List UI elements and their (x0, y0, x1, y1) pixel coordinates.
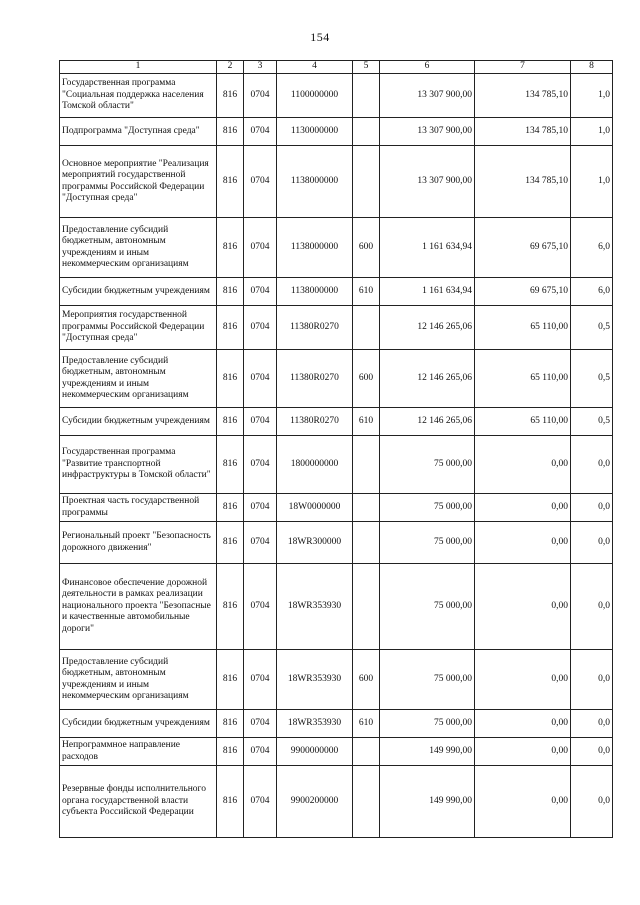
admin-code-cell: 816 (217, 522, 244, 564)
row-name-cell: Непрограммное направление расходов (60, 738, 217, 766)
page-number: 154 (310, 30, 330, 44)
actual-amount-cell: 0,00 (475, 710, 571, 738)
table-row (60, 74, 613, 118)
section-code-cell: 0704 (244, 278, 277, 306)
table-row (60, 710, 613, 738)
admin-code-cell: 816 (217, 350, 244, 408)
expense-type-cell (353, 766, 380, 838)
column-header: 6 (380, 61, 475, 74)
expense-type-cell: 610 (353, 408, 380, 436)
plan-amount-cell: 1 161 634,94 (380, 278, 475, 306)
row-name-cell: Мероприятия государственной программы Российской Федерации "Доступная среда" (60, 306, 217, 350)
table-row (60, 408, 613, 436)
column-header: 2 (217, 61, 244, 74)
row-name-cell: Государственная программа "Развитие транспортной инфраструктуры в Томской области" (60, 436, 217, 494)
section-code-cell: 0704 (244, 710, 277, 738)
actual-amount-cell: 65 110,00 (475, 306, 571, 350)
row-name-cell: Субсидии бюджетным учреждениям (60, 278, 217, 306)
plan-amount-cell: 12 146 265,06 (380, 306, 475, 350)
table-row (60, 564, 613, 650)
plan-amount-cell: 1 161 634,94 (380, 218, 475, 278)
target-article-cell: 1138000000 (277, 146, 353, 218)
expense-type-cell: 600 (353, 350, 380, 408)
section-code-cell: 0704 (244, 74, 277, 118)
target-article-cell: 1800000000 (277, 436, 353, 494)
section-code-cell: 0704 (244, 650, 277, 710)
target-article-cell: 18WR353930 (277, 650, 353, 710)
section-code-cell: 0704 (244, 146, 277, 218)
row-name-cell: Предоставление субсидий бюджетным, автономным учреждениям и иным некоммерческим организациям (60, 218, 217, 278)
admin-code-cell: 816 (217, 710, 244, 738)
expense-type-cell: 610 (353, 710, 380, 738)
table-row (60, 436, 613, 494)
table-row (60, 738, 613, 766)
plan-amount-cell: 75 000,00 (380, 436, 475, 494)
actual-amount-cell: 0,00 (475, 738, 571, 766)
row-name-cell: Региональный проект "Безопасность дорожного движения" (60, 522, 217, 564)
actual-amount-cell: 0,00 (475, 436, 571, 494)
plan-amount-cell: 75 000,00 (380, 494, 475, 522)
actual-amount-cell: 0,00 (475, 564, 571, 650)
expense-type-cell (353, 436, 380, 494)
section-code-cell: 0704 (244, 350, 277, 408)
admin-code-cell: 816 (217, 218, 244, 278)
actual-amount-cell: 65 110,00 (475, 350, 571, 408)
admin-code-cell: 816 (217, 306, 244, 350)
row-name-cell: Субсидии бюджетным учреждениям (60, 408, 217, 436)
admin-code-cell: 816 (217, 146, 244, 218)
target-article-cell: 1138000000 (277, 278, 353, 306)
expense-type-cell (353, 74, 380, 118)
row-name-cell: Предоставление субсидий бюджетным, автономным учреждениям и иным некоммерческим организациям (60, 350, 217, 408)
row-name-cell: Подпрограмма "Доступная среда" (60, 118, 217, 146)
actual-amount-cell: 0,00 (475, 522, 571, 564)
table-row (60, 218, 613, 278)
table-row (60, 118, 613, 146)
table-row (60, 522, 613, 564)
admin-code-cell: 816 (217, 650, 244, 710)
expense-type-cell: 600 (353, 650, 380, 710)
percent-cell: 0,0 (571, 494, 613, 522)
percent-cell: 6,0 (571, 278, 613, 306)
percent-cell: 0,0 (571, 564, 613, 650)
plan-amount-cell: 149 990,00 (380, 766, 475, 838)
percent-cell: 0,5 (571, 350, 613, 408)
target-article-cell: 18WR353930 (277, 564, 353, 650)
expense-type-cell (353, 564, 380, 650)
column-header: 3 (244, 61, 277, 74)
plan-amount-cell: 12 146 265,06 (380, 408, 475, 436)
expense-type-cell (353, 146, 380, 218)
admin-code-cell: 816 (217, 278, 244, 306)
actual-amount-cell: 0,00 (475, 650, 571, 710)
actual-amount-cell: 69 675,10 (475, 278, 571, 306)
target-article-cell: 1130000000 (277, 118, 353, 146)
percent-cell: 1,0 (571, 74, 613, 118)
column-number-row (60, 61, 613, 74)
section-code-cell: 0704 (244, 306, 277, 350)
target-article-cell: 11380R0270 (277, 350, 353, 408)
row-name-cell: Проектная часть государственной программы (60, 494, 217, 522)
row-name-cell: Субсидии бюджетным учреждениям (60, 710, 217, 738)
target-article-cell: 9900000000 (277, 738, 353, 766)
plan-amount-cell: 75 000,00 (380, 564, 475, 650)
admin-code-cell: 816 (217, 74, 244, 118)
target-article-cell: 18WR300000 (277, 522, 353, 564)
target-article-cell: 11380R0270 (277, 408, 353, 436)
plan-amount-cell: 13 307 900,00 (380, 74, 475, 118)
actual-amount-cell: 65 110,00 (475, 408, 571, 436)
table-row (60, 306, 613, 350)
admin-code-cell: 816 (217, 766, 244, 838)
section-code-cell: 0704 (244, 118, 277, 146)
column-header: 1 (60, 61, 217, 74)
plan-amount-cell: 149 990,00 (380, 738, 475, 766)
plan-amount-cell: 75 000,00 (380, 522, 475, 564)
column-header: 7 (475, 61, 571, 74)
column-header: 5 (353, 61, 380, 74)
percent-cell: 6,0 (571, 218, 613, 278)
expense-type-cell (353, 118, 380, 146)
plan-amount-cell: 13 307 900,00 (380, 118, 475, 146)
target-article-cell: 1138000000 (277, 218, 353, 278)
row-name-cell: Финансовое обеспечение дорожной деятельности в рамках реализации национального проекта "Безопасные и качественные автомобильные дороги" (60, 564, 217, 650)
percent-cell: 0,0 (571, 522, 613, 564)
percent-cell: 0,0 (571, 650, 613, 710)
actual-amount-cell: 0,00 (475, 494, 571, 522)
expense-type-cell: 610 (353, 278, 380, 306)
percent-cell: 0,5 (571, 408, 613, 436)
plan-amount-cell: 13 307 900,00 (380, 146, 475, 218)
table-row (60, 350, 613, 408)
budget-table (59, 60, 613, 838)
actual-amount-cell: 134 785,10 (475, 118, 571, 146)
expense-type-cell (353, 738, 380, 766)
actual-amount-cell: 134 785,10 (475, 146, 571, 218)
column-header: 4 (277, 61, 353, 74)
table-row (60, 278, 613, 306)
section-code-cell: 0704 (244, 218, 277, 278)
section-code-cell: 0704 (244, 564, 277, 650)
admin-code-cell: 816 (217, 118, 244, 146)
section-code-cell: 0704 (244, 738, 277, 766)
plan-amount-cell: 75 000,00 (380, 650, 475, 710)
section-code-cell: 0704 (244, 766, 277, 838)
plan-amount-cell: 12 146 265,06 (380, 350, 475, 408)
actual-amount-cell: 0,00 (475, 766, 571, 838)
section-code-cell: 0704 (244, 522, 277, 564)
expense-type-cell: 600 (353, 218, 380, 278)
admin-code-cell: 816 (217, 436, 244, 494)
target-article-cell: 1100000000 (277, 74, 353, 118)
section-code-cell: 0704 (244, 408, 277, 436)
section-code-cell: 0704 (244, 436, 277, 494)
actual-amount-cell: 134 785,10 (475, 74, 571, 118)
expense-type-cell (353, 494, 380, 522)
section-code-cell: 0704 (244, 494, 277, 522)
percent-cell: 0,0 (571, 738, 613, 766)
actual-amount-cell: 69 675,10 (475, 218, 571, 278)
admin-code-cell: 816 (217, 494, 244, 522)
column-header: 8 (571, 61, 613, 74)
row-name-cell: Государственная программа "Социальная поддержка населения Томской области" (60, 74, 217, 118)
percent-cell: 0,0 (571, 710, 613, 738)
percent-cell: 1,0 (571, 146, 613, 218)
table-row (60, 766, 613, 838)
table-row (60, 650, 613, 710)
row-name-cell: Резервные фонды исполнительного органа государственной власти субъекта Российской Федерации (60, 766, 217, 838)
row-name-cell: Предоставление субсидий бюджетным, автономным учреждениям и иным некоммерческим организациям (60, 650, 217, 710)
percent-cell: 0,5 (571, 306, 613, 350)
target-article-cell: 18WR353930 (277, 710, 353, 738)
target-article-cell: 9900200000 (277, 766, 353, 838)
percent-cell: 1,0 (571, 118, 613, 146)
percent-cell: 0,0 (571, 766, 613, 838)
admin-code-cell: 816 (217, 564, 244, 650)
expense-type-cell (353, 522, 380, 564)
row-name-cell: Основное мероприятие "Реализация мероприятий государственной программы Российской Федерации "Доступная среда" (60, 146, 217, 218)
plan-amount-cell: 75 000,00 (380, 710, 475, 738)
target-article-cell: 18W0000000 (277, 494, 353, 522)
table-row (60, 146, 613, 218)
target-article-cell: 11380R0270 (277, 306, 353, 350)
admin-code-cell: 816 (217, 408, 244, 436)
admin-code-cell: 816 (217, 738, 244, 766)
expense-type-cell (353, 306, 380, 350)
table-row (60, 494, 613, 522)
percent-cell: 0,0 (571, 436, 613, 494)
